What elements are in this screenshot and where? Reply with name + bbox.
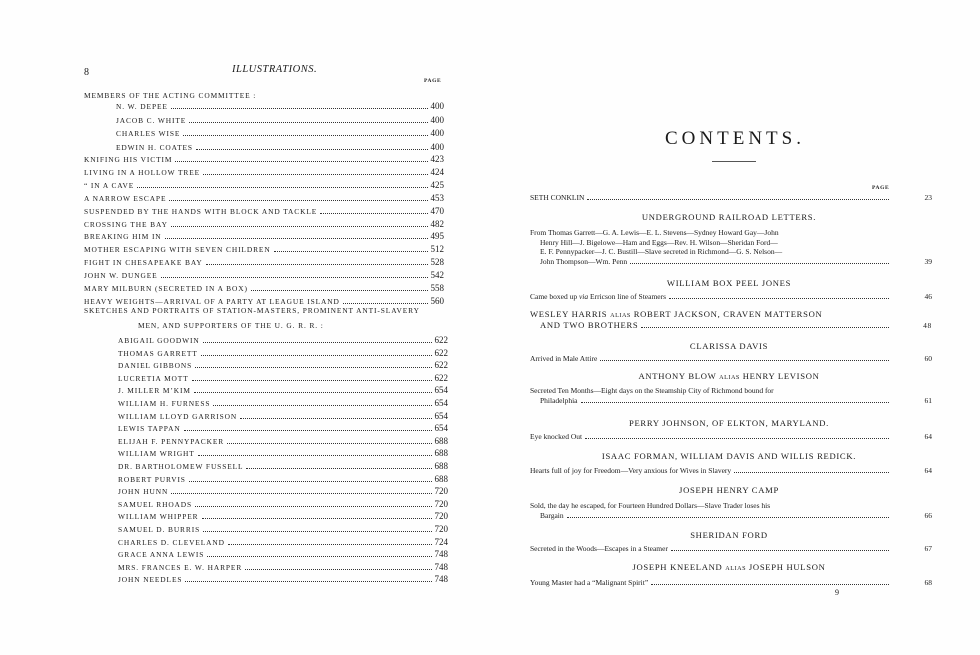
group-heading: MEMBERS OF THE ACTING COMMITTEE : xyxy=(84,91,257,100)
illustration-entry xyxy=(84,257,444,267)
entry-label: WILLIAM H. FURNESS xyxy=(118,399,211,408)
leader-dots xyxy=(240,417,431,419)
toc-entry xyxy=(530,386,932,405)
illustration-entry xyxy=(118,537,448,547)
leader-dots xyxy=(196,148,428,150)
entry-text: John Thompson—Wm. Penn xyxy=(540,256,628,266)
entry-label: THOMAS GARRETT xyxy=(118,348,198,358)
illustration-entry xyxy=(118,373,448,383)
entry-page: 560 xyxy=(430,295,444,306)
leader-dots xyxy=(161,276,428,278)
leader-dots xyxy=(202,517,432,519)
illustration-entry xyxy=(118,524,448,534)
entry-page: 622 xyxy=(434,347,448,358)
leader-dots xyxy=(203,530,431,532)
entry-label: DANIEL GIBBONS xyxy=(118,361,193,371)
entry-page: 66 xyxy=(924,511,932,520)
page-number: 9 xyxy=(835,588,839,597)
entry-text: Philadelphia xyxy=(540,395,578,405)
leader-dots xyxy=(246,467,431,469)
toc-entry xyxy=(530,432,932,442)
toc-entry xyxy=(530,501,932,520)
illustration-entry xyxy=(118,398,448,408)
section-heading: ISAAC FORMAN, WILLIAM DAVIS AND WILLIS REDICK. xyxy=(601,451,857,461)
illustration-entry xyxy=(118,385,448,395)
entry-page: 482 xyxy=(430,218,444,229)
illustration-entry xyxy=(84,296,444,306)
entry-text: E. F. Pennypacker—J. C. Bustill—Slave secreted in Richmond—G. S. Nelson— xyxy=(540,247,783,257)
illustration-entry xyxy=(118,499,448,509)
entry-page: 23 xyxy=(924,193,932,202)
entry-label: WILLIAM WHIPPER xyxy=(118,512,199,522)
entry-label: LEWIS TAPPAN xyxy=(118,424,181,434)
leader-dots xyxy=(201,354,432,356)
illustration-entry xyxy=(118,411,448,421)
illustration-entry xyxy=(84,206,444,216)
illustration-entry xyxy=(84,193,444,203)
entry-page: 720 xyxy=(434,511,448,522)
entry-page: 400 xyxy=(430,101,444,111)
toc-entry xyxy=(530,544,932,554)
leader-dots xyxy=(137,186,427,188)
entry-label: DR. BARTHOLOMEW FUSSELL xyxy=(118,462,244,471)
illustration-entry xyxy=(118,348,448,358)
entry-text: Henry Hill—J. Bigelowe—Ham and Eggs—Rev. H. Wilson—Sheridan Ford— xyxy=(540,237,778,247)
leader-dots xyxy=(194,391,432,393)
entry-page: 470 xyxy=(430,205,444,216)
entry-page: 748 xyxy=(434,549,448,560)
entry-page: 400 xyxy=(430,114,444,125)
leader-dots xyxy=(251,289,428,291)
entry-label: “ IN A CAVE xyxy=(84,180,135,190)
entry-page: 654 xyxy=(434,398,448,408)
entry-page: 748 xyxy=(434,561,448,572)
leader-dots xyxy=(171,107,428,109)
entry-text: Arrived in Male Attire xyxy=(530,354,598,363)
running-head: ILLUSTRATIONS. xyxy=(232,64,318,75)
entry-text: Eye knocked Out xyxy=(530,432,583,441)
section-heading: ANTHONY BLOW ALIAS HENRY LEVISON xyxy=(638,371,820,381)
section-heading: UNDERGROUND RAILROAD LETTERS. xyxy=(641,212,817,222)
entry-page: 67 xyxy=(924,544,932,553)
entry-label: MARY MILBURN (SECRETED IN A BOX) xyxy=(84,284,248,293)
page-number: 8 xyxy=(84,67,89,78)
toc-entry xyxy=(530,578,932,588)
entry-page: 622 xyxy=(434,360,448,371)
entry-page: 425 xyxy=(430,179,444,190)
entry-label: JOHN NEEDLES xyxy=(118,575,183,585)
illustration-entry xyxy=(118,436,448,446)
entry-label: BREAKING HIM IN xyxy=(84,232,162,242)
entry-label: GRACE ANNA LEWIS xyxy=(118,550,205,560)
illustration-entry xyxy=(84,219,444,229)
leader-dots xyxy=(169,199,427,201)
entry-page: 688 xyxy=(434,461,448,471)
entry-page: 688 xyxy=(434,473,448,484)
toc-entry xyxy=(530,354,932,364)
entry-label: FIGHT IN CHESAPEAKE BAY xyxy=(84,258,203,268)
entry-page: 48 xyxy=(923,321,932,330)
entry-label: SAMUEL D. BURRIS xyxy=(118,525,201,534)
entry-label: HEAVY WEIGHTS—ARRIVAL OF A PARTY AT LEAGUE ISLAND xyxy=(84,296,340,306)
group-heading: SKETCHES AND PORTRAITS OF STATION-MASTERS, PROMINENT ANTI-SLAVERY xyxy=(84,306,420,315)
leader-dots xyxy=(183,134,427,136)
entry-page: 688 xyxy=(434,448,448,459)
right-page xyxy=(490,0,980,655)
leader-dots xyxy=(206,263,428,265)
entry-page: 622 xyxy=(434,335,448,345)
entry-page: 68 xyxy=(924,578,932,587)
entry-label: JOHN W. DUNGEE xyxy=(84,271,158,281)
entry-label: CHARLES WISE xyxy=(116,129,181,138)
entry-page: 724 xyxy=(434,536,448,547)
entry-label: ROBERT PURVIS xyxy=(118,474,186,484)
entry-label: CROSSING THE BAY xyxy=(84,219,168,229)
illustration-entry xyxy=(84,154,444,164)
illustration-entry xyxy=(118,448,448,458)
entry-label: ABIGAIL GOODWIN xyxy=(118,336,200,345)
toc-entry xyxy=(530,466,932,476)
section-heading: WILLIAM BOX PEEL JONES xyxy=(666,278,792,288)
illustration-entry xyxy=(118,562,448,572)
page-column-header: PAGE xyxy=(872,185,890,191)
illustration-entry xyxy=(118,474,448,484)
leader-dots xyxy=(213,404,431,406)
entry-text: SETH CONKLIN xyxy=(530,193,585,202)
entry-label: JACOB C. WHITE xyxy=(116,115,187,125)
toc-entry xyxy=(530,292,932,302)
entry-label: KNIFING HIS VICTIM xyxy=(84,155,173,164)
illustration-entry xyxy=(84,283,444,293)
illustration-entry xyxy=(116,142,444,152)
leader-dots xyxy=(195,505,431,507)
entry-page: 688 xyxy=(434,435,448,446)
illustration-entry xyxy=(84,167,444,177)
entry-label: MRS. FRANCES E. W. HARPER xyxy=(118,562,243,572)
entry-page: 46 xyxy=(924,292,932,301)
entry-label: LIVING IN A HOLLOW TREE xyxy=(84,167,201,177)
entry-text: Came boxed up via Erricson line of Steamers xyxy=(530,292,667,301)
entry-page: 558 xyxy=(430,283,444,293)
section-heading: JOSEPH KNEELAND ALIAS JOSEPH HULSON xyxy=(632,562,826,572)
illustration-entry xyxy=(118,486,448,496)
entry-page: 720 xyxy=(434,498,448,509)
entry-page: 61 xyxy=(924,396,932,405)
toc-entry xyxy=(530,228,932,266)
entry-label: WILLIAM WRIGHT xyxy=(118,449,195,459)
illustration-entry xyxy=(118,423,448,433)
leader-dots xyxy=(274,250,428,252)
toc-entry xyxy=(530,193,932,203)
leader-dots xyxy=(195,366,431,368)
illustration-entry xyxy=(84,244,444,254)
section-heading: CLARISSA DAVIS xyxy=(689,341,769,351)
section-heading: SHERIDAN FORD xyxy=(690,530,768,540)
illustration-entry xyxy=(118,360,448,370)
entry-page: 400 xyxy=(430,141,444,152)
section-heading: WESLEY HARRIS ALIAS ROBERT JACKSON, CRAVEN MATTERSON xyxy=(530,309,823,319)
illustration-entry xyxy=(84,180,444,190)
entry-page: 654 xyxy=(434,410,448,421)
entry-label: WILLIAM LLOYD GARRISON xyxy=(118,411,238,421)
illustration-entry xyxy=(118,461,448,471)
entry-page: 512 xyxy=(430,244,444,255)
entry-page: 423 xyxy=(430,154,444,164)
entry-page: 60 xyxy=(924,354,932,363)
leader-dots xyxy=(228,543,432,545)
entry-text: Young Master had a “Malignant Spirit” xyxy=(530,578,649,587)
illustration-entry xyxy=(118,574,448,584)
illustration-entry xyxy=(118,549,448,559)
entry-page: 64 xyxy=(924,432,932,441)
illustration-entry xyxy=(84,270,444,280)
illustration-entry xyxy=(116,128,444,138)
entry-label: CHARLES D. CLEVELAND xyxy=(118,537,225,547)
entry-label: EDWIN H. COATES xyxy=(116,142,193,152)
leader-dots xyxy=(198,454,432,456)
illustration-entry xyxy=(118,511,448,521)
leader-dots xyxy=(227,442,431,444)
leader-dots xyxy=(171,492,431,494)
entry-page: 453 xyxy=(430,192,444,203)
entry-text: AND TWO BROTHERS xyxy=(540,320,639,330)
entry-label: LUCRETIA MOTT xyxy=(118,373,189,383)
entry-page: 39 xyxy=(924,257,932,266)
entry-label: ELIJAH F. PENNYPACKER xyxy=(118,436,225,446)
entry-page: 720 xyxy=(434,486,448,497)
leader-dots xyxy=(245,568,431,570)
entry-label: A NARROW ESCAPE xyxy=(84,193,167,203)
leader-dots xyxy=(175,160,427,162)
illustration-entry xyxy=(118,335,448,345)
leader-dots xyxy=(189,121,427,123)
leader-dots xyxy=(343,302,428,304)
entry-text: Hearts full of joy for Freedom—Very anxious for Wives in Slavery xyxy=(530,466,732,475)
entry-page: 622 xyxy=(434,372,448,383)
entry-page: 400 xyxy=(430,128,444,138)
entry-text: From Thomas Garrett—G. A. Lewis—E. L. Stevens—Sydney Howard Gay—John xyxy=(530,228,779,237)
entry-text: Secreted in the Woods—Escapes in a Steamer xyxy=(530,544,668,553)
leader-dots xyxy=(207,555,431,557)
illustration-entry xyxy=(116,101,444,111)
toc-entry xyxy=(540,320,932,331)
contents-title: CONTENTS. xyxy=(665,128,805,149)
entry-text: Sold, the day he escaped, for Fourteen Hundred Dollars—Slave Trader loses his xyxy=(530,501,771,510)
leader-dots xyxy=(320,212,427,214)
entry-label: SUSPENDED BY THE HANDS WITH BLOCK AND TACKLE xyxy=(84,206,318,216)
entry-text: Bargain xyxy=(540,510,564,520)
entry-label: SAMUEL RHOADS xyxy=(118,499,193,509)
illustration-entry xyxy=(84,231,444,241)
entry-text: Secreted Ten Months—Eight days on the Steamship City of Richmond bound for xyxy=(530,386,774,395)
entry-page: 654 xyxy=(434,423,448,434)
page-column-header: PAGE xyxy=(424,78,442,84)
leader-dots xyxy=(189,480,432,482)
leader-dots xyxy=(185,580,431,582)
entry-label: JOHN HUNN xyxy=(118,487,169,497)
entry-page: 64 xyxy=(924,466,932,475)
entry-page: 654 xyxy=(434,385,448,396)
entry-label: MOTHER ESCAPING WITH SEVEN CHILDREN xyxy=(84,245,271,255)
entry-page: 424 xyxy=(430,166,444,177)
entry-page: 748 xyxy=(434,574,448,585)
leader-dots xyxy=(203,173,427,175)
leader-dots xyxy=(165,237,428,239)
entry-label: J. MILLER M’KIM xyxy=(118,386,191,396)
entry-page: 495 xyxy=(430,231,444,242)
illustration-entry xyxy=(116,115,444,125)
leader-dots xyxy=(192,379,432,381)
group-heading-cont: MEN, AND SUPPORTERS OF THE U. G. R. R. : xyxy=(138,321,324,330)
title-rule xyxy=(712,161,756,162)
entry-page: 542 xyxy=(430,270,444,281)
entry-label: N. W. DEPEE xyxy=(116,102,168,111)
entry-page: 528 xyxy=(430,257,444,268)
entry-page: 720 xyxy=(434,524,448,534)
section-heading: PERRY JOHNSON, OF ELKTON, MARYLAND. xyxy=(629,418,829,428)
leader-dots xyxy=(203,341,432,343)
leader-dots xyxy=(184,429,432,431)
section-heading: JOSEPH HENRY CAMP xyxy=(679,485,779,495)
leader-dots xyxy=(171,225,428,227)
